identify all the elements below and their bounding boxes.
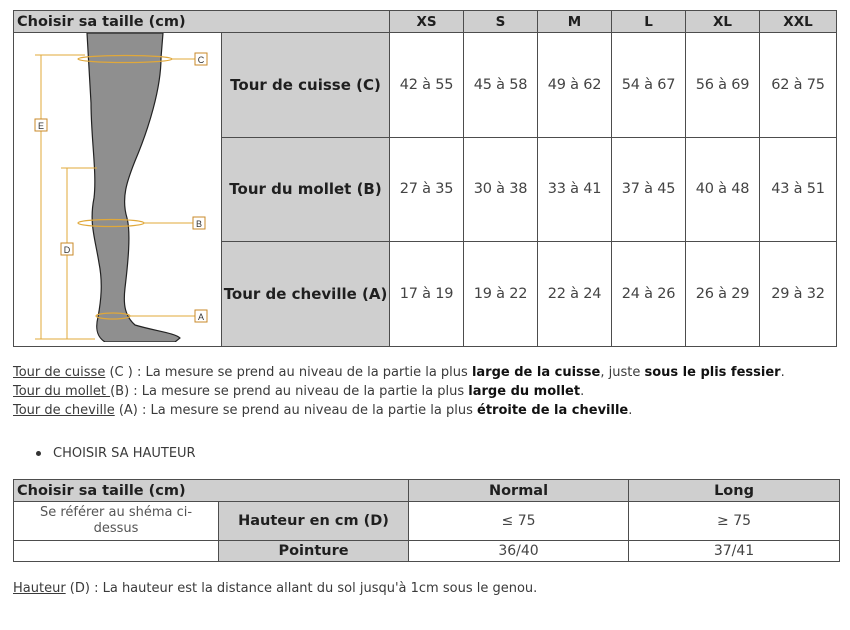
- ankle-xs: 17 à 19: [390, 242, 464, 347]
- shoe-row: [14, 541, 840, 562]
- thigh-s: 45 à 58: [464, 33, 538, 138]
- note-thigh-term: Tour de cuisse: [13, 365, 106, 380]
- thigh-row: [14, 33, 837, 138]
- leg-measurement-diagram: [15, 33, 221, 342]
- thigh-xl: 56 à 69: [686, 33, 760, 138]
- label-c: C: [197, 55, 204, 65]
- calf-s: 30 à 38: [464, 137, 538, 242]
- height-row: [14, 502, 840, 541]
- ankle-m: 22 à 24: [538, 242, 612, 347]
- thigh-l: 54 à 67: [612, 33, 686, 138]
- note-calf-term: Tour du mollet: [13, 384, 111, 399]
- label-a: A: [197, 312, 204, 322]
- calf-l: 37 à 45: [612, 137, 686, 242]
- thigh-xs: 42 à 55: [390, 33, 464, 138]
- empty-cell: [14, 541, 219, 562]
- height-bullet: [36, 446, 196, 461]
- shoe-label: Pointure: [219, 541, 409, 562]
- footnote-term: Hauteur: [13, 581, 66, 596]
- thigh-xxl: 62 à 75: [760, 33, 837, 138]
- bullet-text: CHOISIR SA HAUTEUR: [53, 446, 196, 461]
- ankle-s: 19 à 22: [464, 242, 538, 347]
- bullet-dot-icon: [36, 451, 41, 456]
- size-header-l: L: [612, 11, 686, 33]
- size-table: [13, 10, 837, 347]
- shoe-long: 37/41: [629, 541, 840, 562]
- footnote-text: (D) : La hauteur est la distance allant du sol jusqu'à 1cm sous le genou.: [65, 581, 538, 596]
- height-normal: ≤ 75: [409, 502, 629, 541]
- height-footnote: [13, 581, 537, 596]
- height-long: ≥ 75: [629, 502, 840, 541]
- thigh-m: 49 à 62: [538, 33, 612, 138]
- thigh-label: Tour de cuisse (C): [222, 33, 390, 138]
- height-col-normal: Normal: [409, 480, 629, 502]
- measurement-notes: [13, 363, 785, 420]
- size-header-m: M: [538, 11, 612, 33]
- leg-silhouette: [87, 33, 180, 342]
- note-calf: Tour du mollet (B) : La mesure se prend au niveau de la partie la plus large du mollet.: [13, 384, 585, 399]
- height-table-title: Choisir sa taille (cm): [14, 480, 409, 502]
- size-header-xs: XS: [390, 11, 464, 33]
- size-header-xxl: XXL: [760, 11, 837, 33]
- label-d: D: [63, 245, 70, 255]
- ankle-xl: 26 à 29: [686, 242, 760, 347]
- refer-note: Se référer au shéma ci-dessus: [14, 502, 219, 541]
- note-thigh: Tour de cuisse (C ) : La mesure se prend au niveau de la partie la plus large de la cuisse, juste sous le plis fessier.: [13, 365, 785, 380]
- size-table-title: Choisir sa taille (cm): [14, 11, 390, 33]
- ankle-label: Tour de cheville (A): [222, 242, 390, 347]
- label-e: E: [37, 121, 44, 131]
- calf-xl: 40 à 48: [686, 137, 760, 242]
- height-table: [13, 479, 840, 562]
- calf-xxl: 43 à 51: [760, 137, 837, 242]
- shoe-normal: 36/40: [409, 541, 629, 562]
- leg-diagram: [14, 33, 222, 347]
- note-ankle-term: Tour de cheville: [13, 403, 115, 418]
- ankle-xxl: 29 à 32: [760, 242, 837, 347]
- note-ankle: Tour de cheville (A) : La mesure se prend au niveau de la partie la plus étroite de la cheville.: [13, 403, 633, 418]
- label-b: B: [195, 219, 202, 229]
- calf-xs: 27 à 35: [390, 137, 464, 242]
- height-col-long: Long: [629, 480, 840, 502]
- size-header-xl: XL: [686, 11, 760, 33]
- calf-m: 33 à 41: [538, 137, 612, 242]
- height-label: Hauteur en cm (D): [219, 502, 409, 541]
- calf-label: Tour du mollet (B): [222, 137, 390, 242]
- ankle-l: 24 à 26: [612, 242, 686, 347]
- size-header-s: S: [464, 11, 538, 33]
